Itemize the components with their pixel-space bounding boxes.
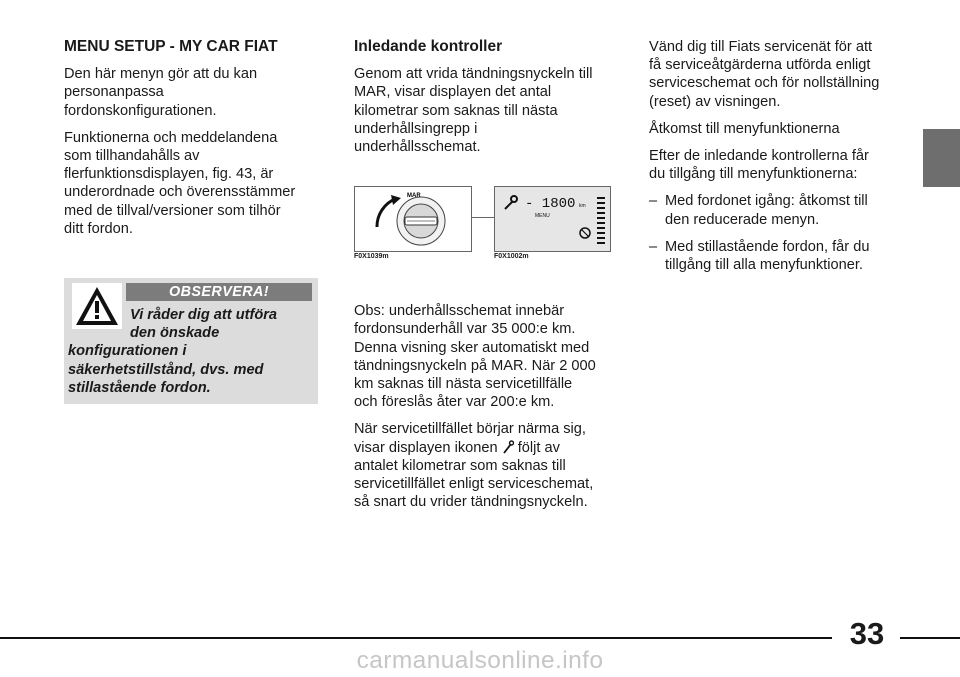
footer-rule-right bbox=[900, 637, 960, 639]
figure-connector-line bbox=[471, 217, 494, 218]
ignition-switch-illustration bbox=[355, 187, 471, 251]
section-heading: MENU SETUP - MY CAR FIAT bbox=[64, 38, 278, 55]
ignition-key-figure bbox=[354, 186, 472, 252]
warning-box bbox=[64, 278, 318, 404]
figure-43 bbox=[354, 186, 616, 272]
checks-paragraph: Genom att vrida tändningsnyckeln till MAR, visar displayen det antal kilometrar som saknas till nästa underhållsingrepp i underhållsschemat. bbox=[354, 66, 593, 156]
note-paragraph: Obs: underhållsschemat innebär fordonsunderhåll var 35 000:e km. Denna visning sker automatiskt med tändningsnyckeln på MAR. När 2 000 km saknas till nästa servicetillfälle och föreslås åter var 200:e km. bbox=[354, 303, 596, 411]
column-right bbox=[649, 38, 899, 283]
functions-paragraph: Funktionerna och meddelandena som tillhandahålls av flerfunktionsdisplayen, fig. 43, är underordnade och överensstämmer med de tillval/versioner som tilhör ditt fordon. bbox=[64, 129, 296, 237]
list-item: – Med stillastående fordon, får du tillgång till alla menyfunktioner. bbox=[649, 238, 870, 274]
section-heading-checks: Inledande kontroller bbox=[354, 38, 503, 55]
figure-caption-key: F0X1039m bbox=[354, 253, 389, 261]
warning-text: Vi råder dig att utföra den önskade konfigurationen i säkerhetstillstånd, dvs. med stillastående fordon. bbox=[68, 307, 278, 396]
multifunction-display-illustration bbox=[495, 187, 610, 251]
figure-caption-display: F0X1002m bbox=[494, 253, 529, 261]
column-middle bbox=[354, 38, 616, 520]
intro-paragraph: Den här menyn gör att du kan personanpassa fordonskonfigurationen. bbox=[64, 66, 258, 119]
menu-access-paragraph: Åtkomst till menyfunktionerna bbox=[649, 120, 840, 137]
mar-label: MAR bbox=[407, 193, 421, 200]
wrench-icon bbox=[502, 440, 514, 454]
page-number: 33 bbox=[849, 616, 885, 651]
chapter-side-tab bbox=[923, 129, 960, 187]
footer-rule-left bbox=[0, 637, 832, 639]
watermark: carmanualsonline.info bbox=[356, 647, 604, 674]
display-unit: km bbox=[579, 203, 586, 210]
display-menu-label: MENU bbox=[535, 213, 550, 220]
service-icon-paragraph: När servicetillfället börjar närma sig, visar displayen ikonen följt av antalet kilometrar som saknas till servicetillfället enligt serviceschemat, så snart du vrider tändningsnyckeln. bbox=[354, 421, 594, 511]
warning-label: OBSERVERA! bbox=[126, 283, 312, 301]
display-value: - 1800 bbox=[525, 196, 576, 213]
service-network-paragraph: Vänd dig till Fiats servicenät för att få serviceåtgärderna utförda enligt serviceschemat och för nollställning (reset) av visningen. bbox=[649, 39, 880, 110]
display-figure bbox=[494, 186, 611, 252]
after-checks-paragraph: Efter de inledande kontrollerna får du tillgång till menyfunktionerna: bbox=[649, 148, 869, 183]
column-left bbox=[64, 38, 316, 247]
list-item: – Med fordonet igång: åtkomst till den reducerade menyn. bbox=[649, 193, 868, 228]
